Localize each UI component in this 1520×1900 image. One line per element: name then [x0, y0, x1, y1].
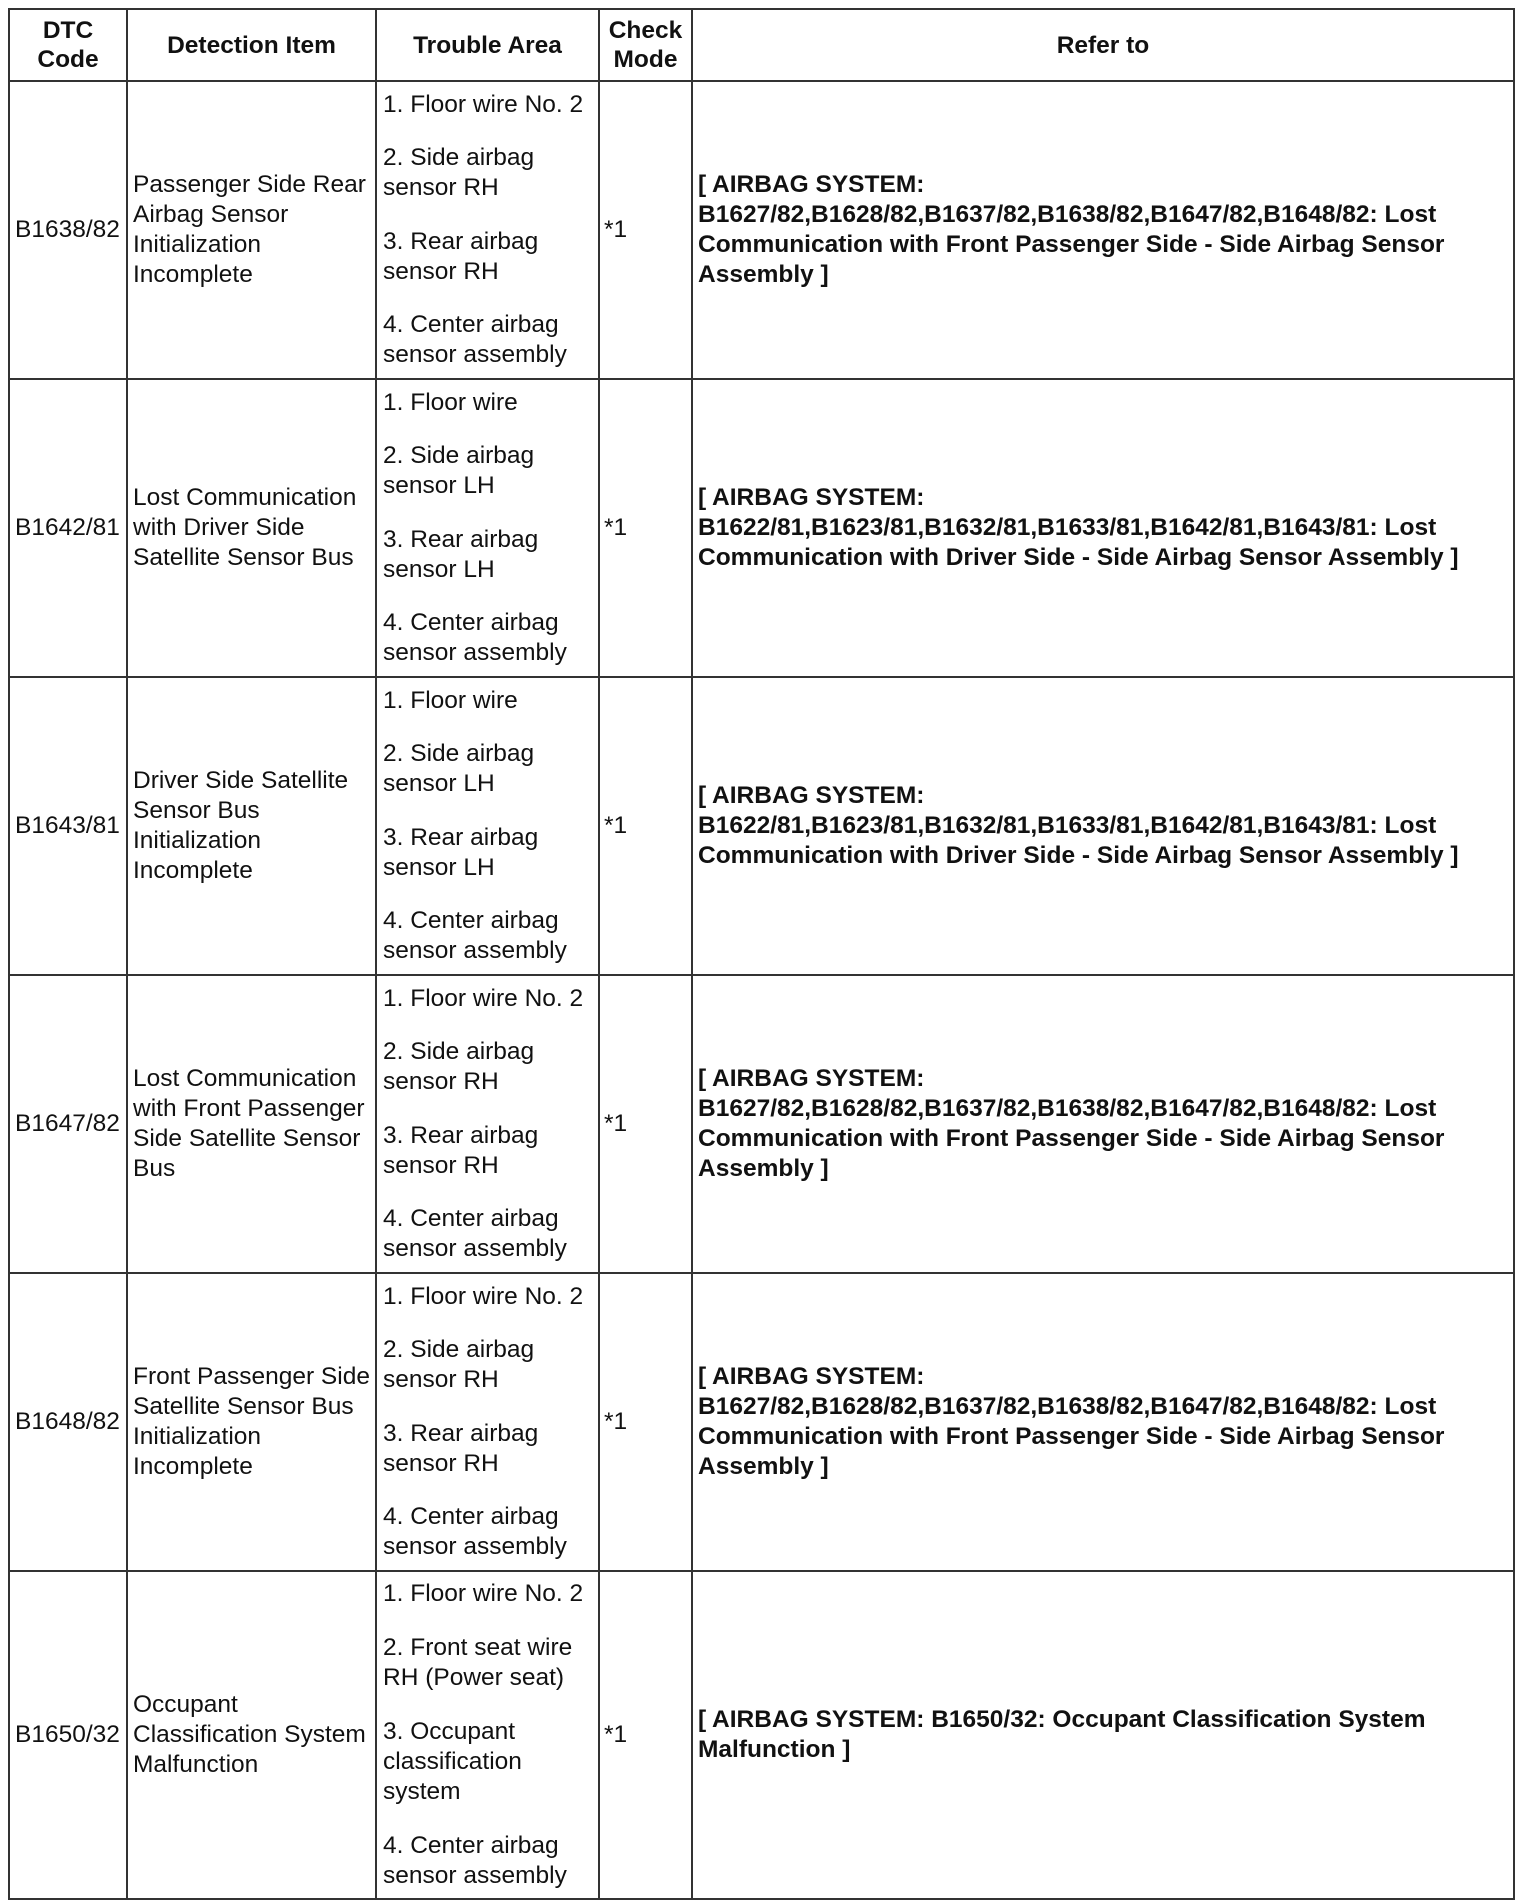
- dtc-code-cell: B1638/82: [9, 81, 127, 379]
- refer-to-link[interactable]: [ AIRBAG SYSTEM: B1627/82,B1628/82,B1637/82,B1638/82,B1647/82,B1648/82: Lost Communication with Front Passenger Side - Side Airbag Sensor Assembly ]: [692, 1273, 1514, 1571]
- header-check-mode-line1: Check: [608, 17, 683, 44]
- trouble-area-cell: [376, 975, 599, 1273]
- trouble-area-cell: [376, 1273, 599, 1571]
- header-check-mode-line2: Mode: [613, 46, 678, 73]
- dtc-code-cell: B1642/81: [9, 379, 127, 677]
- trouble-area-item: 2. Side airbag sensor RH: [383, 144, 535, 202]
- trouble-area-item: 2. Side airbag sensor LH: [383, 740, 535, 798]
- trouble-area-item: 4. Center airbag sensor assembly: [383, 1502, 567, 1560]
- trouble-area-cell: [376, 81, 599, 379]
- header-trouble-area: Trouble Area: [376, 9, 599, 81]
- trouble-area-item: 3. Occupant classification system: [383, 1718, 522, 1805]
- dtc-code-cell: B1648/82: [9, 1273, 127, 1571]
- refer-to-link[interactable]: [ AIRBAG SYSTEM: B1622/81,B1623/81,B1632/81,B1633/81,B1642/81,B1643/81: Lost Communication with Driver Side - Side Airbag Sensor Assembly ]: [692, 379, 1514, 677]
- check-mode-cell: *1: [599, 677, 692, 975]
- trouble-area-cell: [376, 379, 599, 677]
- trouble-area-cell: [376, 677, 599, 975]
- refer-to-link[interactable]: [ AIRBAG SYSTEM: B1627/82,B1628/82,B1637/82,B1638/82,B1647/82,B1648/82: Lost Communication with Front Passenger Side - Side Airbag Sensor Assembly ]: [692, 81, 1514, 379]
- trouble-area-cell: [376, 1571, 599, 1899]
- refer-to-link[interactable]: [ AIRBAG SYSTEM: B1622/81,B1623/81,B1632/81,B1633/81,B1642/81,B1643/81: Lost Communication with Driver Side - Side Airbag Sensor Assembly ]: [692, 677, 1514, 975]
- check-mode-cell: *1: [599, 81, 692, 379]
- trouble-area-item: 1. Floor wire: [383, 389, 518, 416]
- check-mode-cell: *1: [599, 1571, 692, 1899]
- table-row: [9, 1273, 1514, 1571]
- trouble-area-item: 3. Rear airbag sensor LH: [383, 525, 539, 583]
- check-mode-cell: *1: [599, 379, 692, 677]
- dtc-code-cell: B1647/82: [9, 975, 127, 1273]
- trouble-area-item: 3. Rear airbag sensor RH: [383, 1121, 539, 1179]
- table-row: [9, 677, 1514, 975]
- check-mode-cell: *1: [599, 1273, 692, 1571]
- dtc-table: [8, 8, 1515, 1900]
- table-row: [9, 379, 1514, 677]
- header-detection-item: Detection Item: [127, 9, 376, 81]
- header-refer-to: Refer to: [692, 9, 1514, 81]
- trouble-area-item: 2. Side airbag sensor RH: [383, 1038, 535, 1096]
- trouble-area-item: 1. Floor wire No. 2: [383, 985, 584, 1012]
- trouble-area-item: 4. Center airbag sensor assembly: [383, 906, 567, 964]
- header-row: [9, 9, 1514, 81]
- detection-item-cell: Lost Communication with Front Passenger Side Satellite Sensor Bus: [127, 975, 376, 1273]
- detection-item-cell: Occupant Classification System Malfunction: [127, 1571, 376, 1899]
- check-mode-cell: *1: [599, 975, 692, 1273]
- trouble-area-item: 2. Side airbag sensor LH: [383, 442, 535, 500]
- trouble-area-item: 4. Center airbag sensor assembly: [383, 1204, 567, 1262]
- detection-item-cell: Passenger Side Rear Airbag Sensor Initialization Incomplete: [127, 81, 376, 379]
- header-dtc-code-line2: Code: [37, 46, 99, 73]
- refer-to-link[interactable]: [ AIRBAG SYSTEM: B1627/82,B1628/82,B1637/82,B1638/82,B1647/82,B1648/82: Lost Communication with Front Passenger Side - Side Airbag Sensor Assembly ]: [692, 975, 1514, 1273]
- dtc-code-cell: B1643/81: [9, 677, 127, 975]
- refer-to-link[interactable]: [ AIRBAG SYSTEM: B1650/32: Occupant Classification System Malfunction ]: [692, 1571, 1514, 1899]
- trouble-area-item: 3. Rear airbag sensor LH: [383, 823, 539, 881]
- trouble-area-item: 1. Floor wire No. 2: [383, 1580, 584, 1607]
- dtc-table-container: [8, 8, 1513, 1900]
- table-row: [9, 81, 1514, 379]
- trouble-area-item: 4. Center airbag sensor assembly: [383, 310, 567, 368]
- trouble-area-item: 2. Front seat wire RH (Power seat): [383, 1634, 573, 1691]
- header-dtc-code: [9, 9, 127, 81]
- trouble-area-item: 3. Rear airbag sensor RH: [383, 1419, 539, 1477]
- trouble-area-item: 4. Center airbag sensor assembly: [383, 1832, 567, 1889]
- trouble-area-item: 1. Floor wire No. 2: [383, 91, 584, 118]
- trouble-area-item: 1. Floor wire No. 2: [383, 1283, 584, 1310]
- trouble-area-item: 3. Rear airbag sensor RH: [383, 227, 539, 285]
- header-check-mode: [599, 9, 692, 81]
- trouble-area-item: 2. Side airbag sensor RH: [383, 1336, 535, 1394]
- dtc-code-cell: B1650/32: [9, 1571, 127, 1899]
- detection-item-cell: Driver Side Satellite Sensor Bus Initialization Incomplete: [127, 677, 376, 975]
- detection-item-cell: Front Passenger Side Satellite Sensor Bus Initialization Incomplete: [127, 1273, 376, 1571]
- detection-item-cell: Lost Communication with Driver Side Satellite Sensor Bus: [127, 379, 376, 677]
- table-row: [9, 1571, 1514, 1899]
- trouble-area-item: 4. Center airbag sensor assembly: [383, 608, 567, 666]
- header-dtc-code-line1: DTC: [42, 17, 94, 44]
- trouble-area-item: 1. Floor wire: [383, 687, 518, 714]
- table-row: [9, 975, 1514, 1273]
